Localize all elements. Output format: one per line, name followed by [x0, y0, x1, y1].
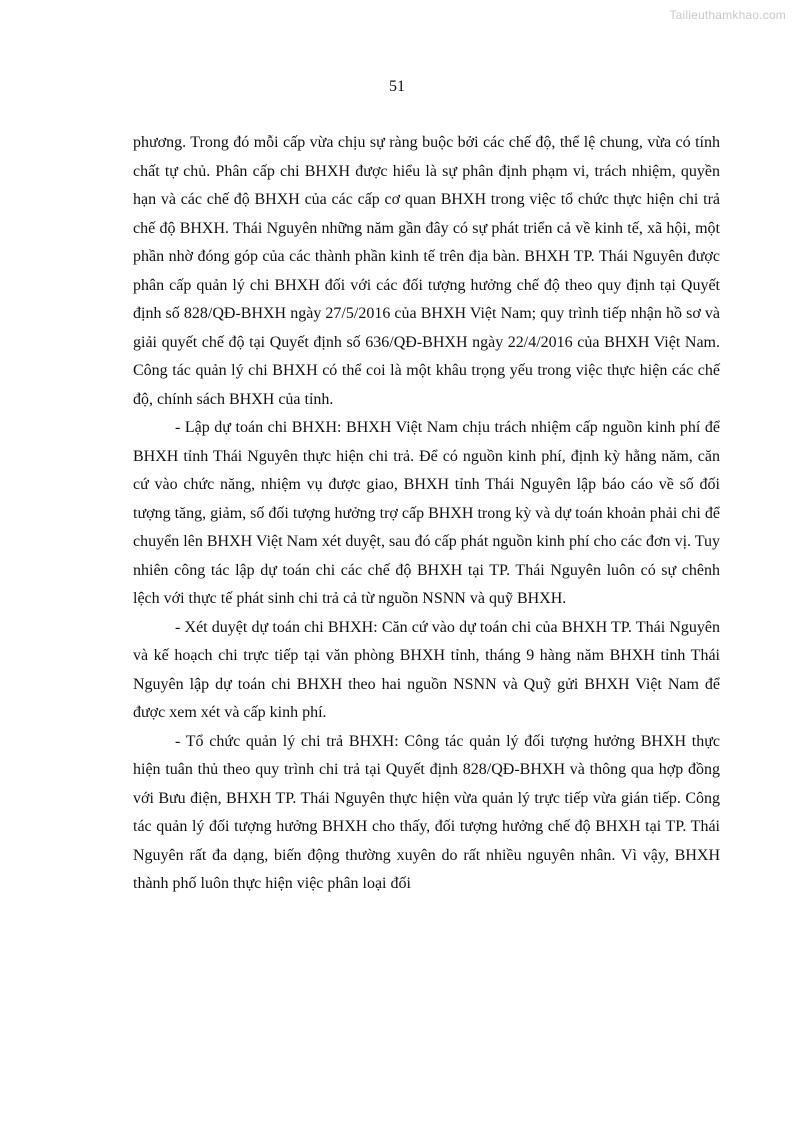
paragraph-budget-planning: - Lập dự toán chi BHXH: BHXH Việt Nam chịu trách nhiệm cấp nguồn kinh phí để BHXH tỉnh Thái Nguyên thực hiện chi trả. Để có nguồn kinh phí, định kỳ hằng năm, căn cứ vào chức năng, nhiệm vụ được giao, BHXH tỉnh Thái Nguyên lập báo cáo về số đối tượng tăng, giảm, số đối tượng hưởng trợ cấp BHXH trong kỳ và dự toán khoản phải chi để chuyển lên BHXH Việt Nam xét duyệt, sau đó cấp phát nguồn kinh phí cho các đơn vị. Tuy nhiên công tác lập dự toán chi các chế độ BHXH tại TP. Thái Nguyên luôn có sự chênh lệch với thực tế phát sinh chi trả cả từ nguồn NSNN và quỹ BHXH.	[133, 419, 720, 607]
watermark: Tailieuthamkhao.com	[669, 8, 786, 22]
paragraph-budget-approval: - Xét duyệt dự toán chi BHXH: Căn cứ vào dự toán chi của BHXH TP. Thái Nguyên và kế hoạch chi trực tiếp tại văn phòng BHXH tỉnh, tháng 9 hàng năm BHXH tỉnh Thái Nguyên lập dự toán chi BHXH theo hai nguồn NSNN và Quỹ gửi BHXH Việt Nam để được xem xét và cấp kinh phí.	[133, 618, 720, 721]
page-number: 51	[389, 78, 405, 95]
paragraph-payment-management: - Tổ chức quản lý chi trả BHXH: Công tác quản lý đối tượng hưởng BHXH thực hiện tuân thủ theo quy trình chi trả tại Quyết định 828/QĐ-BHXH và thông qua hợp đồng với Bưu điện, BHXH TP. Thái Nguyên thực hiện vừa quản lý trực tiếp vừa gián tiếp. Công tác quản lý đối tượng hưởng BHXH cho thấy, đối tượng hưởng chế độ BHXH tại TP. Thái Nguyên rất đa dạng, biến động thường xuyên do rất nhiều nguyên nhân. Vì vậy, BHXH thành phố luôn thực hiện việc phân loại đối	[133, 732, 720, 892]
document-body	[133, 129, 720, 899]
paragraph-intro: phương. Trong đó mỗi cấp vừa chịu sự ràng buộc bởi các chế độ, thể lệ chung, vừa có tính chất tự chủ. Phân cấp chi BHXH được hiểu là sự phân định phạm vi, trách nhiệm, quyền hạn và các chế độ BHXH của các cấp cơ quan BHXH trong việc tổ chức thực hiện chi trả chế độ BHXH. Thái Nguyên những năm gần đây có sự phát triển cả về kinh tế, xã hội, một phần nhờ đóng góp của các thành phần kinh tế trên địa bàn. BHXH TP. Thái Nguyên được phân cấp quản lý chi BHXH đối với các đối tượng hưởng chế độ theo quy định tại Quyết định số 828/QĐ-BHXH ngày 27/5/2016 của BHXH Việt Nam; quy trình tiếp nhận hồ sơ và giải quyết chế độ tại Quyết định số 636/QĐ-BHXH ngày 22/4/2016 của BHXH Việt Nam. Công tác quản lý chi BHXH có thể coi là một khâu trọng yếu trong việc thực hiện các chế độ, chính sách BHXH của tỉnh.	[133, 134, 720, 408]
